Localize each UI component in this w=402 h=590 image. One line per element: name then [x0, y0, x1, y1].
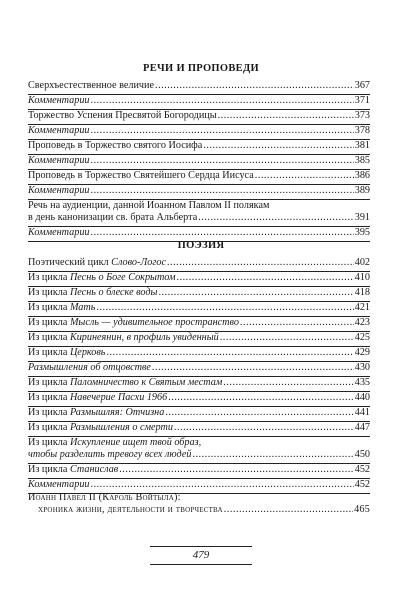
- entry-page: 385: [354, 155, 370, 166]
- entry-page: 465: [354, 504, 370, 515]
- entry-page: 371: [354, 95, 370, 106]
- entry-title-line: Речь на аудиенции, данной Иоанном Павлом II полякам: [28, 200, 270, 211]
- page-number-rule-top: [150, 546, 252, 547]
- leader-dots: [152, 362, 354, 374]
- entry-prefix: Из цикла: [28, 422, 70, 433]
- entry-page: 430: [354, 362, 370, 373]
- entry-title: Размышления о смерти: [69, 422, 173, 433]
- toc-entry: [28, 140, 370, 155]
- entry-title: Торжество Успения Пресвятой Богородицы: [28, 110, 217, 121]
- entry-page: 425: [354, 332, 370, 343]
- chronicle-line-1: Иоанн Павел II (Кароль Войтыла):: [28, 492, 181, 503]
- toc-entry: [28, 464, 370, 479]
- leader-dots: [223, 377, 353, 389]
- entry-title: Станислав: [69, 464, 119, 475]
- leader-dots: [91, 185, 354, 197]
- entry-page: 373: [354, 110, 370, 121]
- toc-entry: [28, 407, 370, 422]
- entry-title: Песнь о блеске воды: [69, 287, 158, 298]
- entry-title: Сверхъестественное величие: [28, 80, 155, 91]
- toc-entry: [28, 200, 370, 227]
- toc-entry: [28, 317, 370, 332]
- entry-prefix: Из цикла: [28, 287, 70, 298]
- leader-dots: [255, 170, 354, 182]
- entry-page: 389: [354, 185, 370, 196]
- entry-title-line: чтобы разделить тревогу всех людей: [28, 449, 192, 460]
- entry-title: Размышления об отцовстве: [28, 362, 151, 373]
- entry-page: 423: [354, 317, 370, 328]
- entry-page: 410: [354, 272, 370, 283]
- entry-prefix: Поэтический цикл: [28, 257, 112, 268]
- entry-prefix: Из цикла: [28, 332, 70, 343]
- entry-page: 381: [354, 140, 370, 151]
- entry-title: Паломничество к Святым местам: [69, 377, 223, 388]
- entry-prefix: Из цикла: [28, 317, 70, 328]
- entry-title: Комментарии: [28, 185, 90, 196]
- toc-entry: [28, 392, 370, 407]
- entry-prefix: Из цикла: [28, 302, 70, 313]
- leader-dots: [240, 317, 354, 329]
- entry-prefix: Из цикла: [28, 407, 70, 418]
- leader-dots: [218, 110, 354, 122]
- toc-entry: [28, 302, 370, 317]
- page-number: 479: [192, 549, 210, 561]
- leader-dots: [155, 80, 354, 92]
- entry-title: Киринеянин, в профиль увиденный: [69, 332, 219, 343]
- entry-page: 452: [354, 464, 370, 475]
- chronicle-line-2: хроника жизни, деятельности и творчества: [38, 504, 223, 515]
- entry-page: 440: [354, 392, 370, 403]
- leader-dots: [198, 212, 353, 224]
- entry-page: 441: [354, 407, 370, 418]
- toc-entry: [28, 155, 370, 170]
- entry-prefix: Из цикла: [28, 347, 70, 358]
- toc-entry: [28, 185, 370, 200]
- entry-title: Мать: [69, 302, 96, 313]
- toc-entry: [28, 110, 370, 125]
- entry-title: Навечерие Пасхи 1966: [69, 392, 168, 403]
- leader-dots: [224, 504, 353, 516]
- page-number-rule-bottom: [150, 564, 252, 565]
- entry-title: Мысль — удивительное пространство: [69, 317, 239, 328]
- section-title-speeches: РЕЧИ И ПРОПОВЕДИ: [143, 63, 259, 74]
- entry-title: Проповедь в Торжество Святейшего Сердца Иисуса: [28, 170, 254, 181]
- leader-dots: [174, 422, 354, 434]
- entry-page: 435: [354, 377, 370, 388]
- chronicle-entry: [28, 492, 370, 516]
- entry-title: Песнь о Боге Сокрытом: [69, 272, 176, 283]
- toc-entry: [28, 437, 370, 464]
- entry-page: 386: [354, 170, 370, 181]
- entry-page: 447: [354, 422, 370, 433]
- entry-title: Проповедь в Торжество святого Иосифа: [28, 140, 203, 151]
- leader-dots: [167, 257, 354, 269]
- toc-entry: [28, 287, 370, 302]
- leader-dots: [91, 125, 354, 137]
- entry-title: Комментарии: [28, 95, 90, 106]
- entry-page: 421: [354, 302, 370, 313]
- toc-entry: [28, 377, 370, 392]
- section-title-poetry: ПОЭЗИЯ: [177, 240, 225, 251]
- entry-title: Комментарии: [28, 155, 90, 166]
- entry-prefix: Из цикла: [28, 377, 70, 388]
- entry-prefix: Из цикла: [28, 437, 70, 448]
- leader-dots: [203, 140, 353, 152]
- toc-poetry: [28, 257, 370, 494]
- leader-dots: [106, 347, 353, 359]
- leader-dots: [220, 332, 354, 344]
- leader-dots: [119, 464, 354, 476]
- toc-entry: [28, 347, 370, 362]
- toc-entry: [28, 125, 370, 140]
- entry-page: 418: [354, 287, 370, 298]
- entry-title: Искупление ищет твой образ,: [69, 437, 202, 448]
- toc-entry: [28, 257, 370, 272]
- leader-dots: [91, 227, 354, 239]
- entry-prefix: Из цикла: [28, 392, 70, 403]
- entry-page: 452: [354, 479, 370, 490]
- entry-title: Комментарии: [28, 227, 90, 238]
- entry-page: 378: [354, 125, 370, 136]
- leader-dots: [91, 95, 354, 107]
- toc-entry: [28, 422, 370, 437]
- entry-page: 367: [354, 80, 370, 91]
- toc-entry: [28, 332, 370, 347]
- leader-dots: [192, 449, 353, 461]
- toc-entry: [28, 272, 370, 287]
- entry-prefix: Из цикла: [28, 272, 70, 283]
- entry-title-line: в день канонизации св. брата Альберта: [28, 212, 198, 223]
- leader-dots: [158, 287, 353, 299]
- entry-page: 450: [354, 449, 370, 460]
- toc-speeches: [28, 80, 370, 242]
- leader-dots: [96, 302, 353, 314]
- leader-dots: [91, 155, 354, 167]
- toc-entry: [28, 80, 370, 95]
- entry-prefix: Из цикла: [28, 464, 70, 475]
- entry-page: 395: [354, 227, 370, 238]
- entry-page: 402: [354, 257, 370, 268]
- entry-title: Церковь: [69, 347, 106, 358]
- toc-entry: [28, 362, 370, 377]
- leader-dots: [168, 392, 354, 404]
- entry-page: 429: [354, 347, 370, 358]
- entry-title: Размышляя: Отчизна: [69, 407, 165, 418]
- toc-entry: [28, 95, 370, 110]
- entry-title: Слово-Логос: [111, 257, 166, 268]
- entry-title: Комментарии: [28, 479, 90, 490]
- leader-dots: [91, 479, 354, 491]
- entry-title: Комментарии: [28, 125, 90, 136]
- leader-dots: [177, 272, 354, 284]
- leader-dots: [165, 407, 353, 419]
- toc-entry: [28, 170, 370, 185]
- entry-page: 391: [354, 212, 370, 223]
